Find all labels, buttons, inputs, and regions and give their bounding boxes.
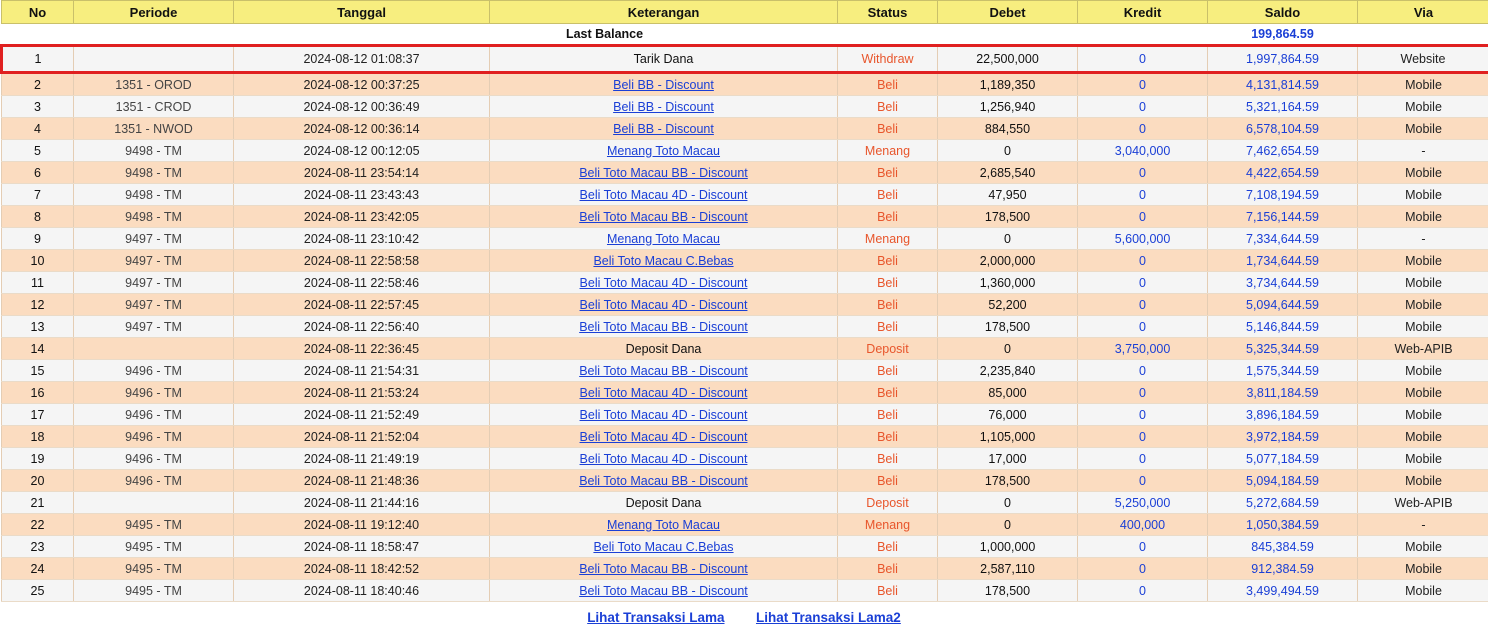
cell-via: Mobile: [1358, 536, 1488, 558]
keterangan-link[interactable]: Beli Toto Macau BB - Discount: [579, 474, 748, 488]
table-row[interactable]: [2, 162, 1488, 184]
cell-via: Mobile: [1358, 404, 1488, 426]
cell-debet: 76,000: [938, 404, 1078, 426]
link-lihat-transaksi-lama[interactable]: Lihat Transaksi Lama: [587, 610, 724, 625]
cell-periode: 9496 - TM: [74, 382, 234, 404]
column-header-periode[interactable]: Periode: [74, 1, 234, 24]
cell-no: 18: [2, 426, 74, 448]
cell-saldo: 1,050,384.59: [1208, 514, 1358, 536]
cell-kredit: 0: [1078, 96, 1208, 118]
cell-status: Menang: [838, 514, 938, 536]
table-row[interactable]: [2, 272, 1488, 294]
last-balance-spacer: [1358, 24, 1488, 46]
cell-saldo: 1,734,644.59: [1208, 250, 1358, 272]
cell-status: Beli: [838, 580, 938, 602]
cell-keterangan[interactable]: [490, 536, 838, 558]
cell-periode: 9498 - TM: [74, 162, 234, 184]
cell-keterangan[interactable]: [490, 96, 838, 118]
keterangan-link[interactable]: Beli Toto Macau BB - Discount: [579, 210, 748, 224]
cell-via: Web-APIB: [1358, 492, 1488, 514]
table-row[interactable]: [2, 580, 1488, 602]
cell-keterangan[interactable]: [490, 404, 838, 426]
cell-keterangan[interactable]: [490, 294, 838, 316]
cell-keterangan[interactable]: [490, 228, 838, 250]
cell-saldo: 5,321,164.59: [1208, 96, 1358, 118]
cell-saldo: 4,422,654.59: [1208, 162, 1358, 184]
cell-debet: 884,550: [938, 118, 1078, 140]
cell-via: Mobile: [1358, 118, 1488, 140]
cell-periode: 9496 - TM: [74, 360, 234, 382]
cell-debet: 0: [938, 140, 1078, 162]
cell-tanggal: 2024-08-11 23:43:43: [234, 184, 490, 206]
keterangan-link[interactable]: Beli Toto Macau 4D - Discount: [580, 276, 748, 290]
cell-kredit: 0: [1078, 470, 1208, 492]
cell-keterangan[interactable]: [490, 140, 838, 162]
cell-periode: 1351 - NWOD: [74, 118, 234, 140]
cell-no: 12: [2, 294, 74, 316]
cell-periode: 9495 - TM: [74, 580, 234, 602]
cell-tanggal: 2024-08-11 19:12:40: [234, 514, 490, 536]
cell-kredit: 0: [1078, 272, 1208, 294]
cell-kredit: 0: [1078, 426, 1208, 448]
cell-status: Beli: [838, 470, 938, 492]
cell-periode: 9496 - TM: [74, 470, 234, 492]
cell-via: Mobile: [1358, 470, 1488, 492]
cell-tanggal: 2024-08-11 21:54:31: [234, 360, 490, 382]
keterangan-link[interactable]: Beli Toto Macau 4D - Discount: [580, 452, 748, 466]
cell-periode: 9495 - TM: [74, 514, 234, 536]
table-row[interactable]: [2, 338, 1488, 360]
cell-debet: 17,000: [938, 448, 1078, 470]
last-balance-label: Last Balance: [2, 24, 1208, 46]
column-header-tanggal[interactable]: Tanggal: [234, 1, 490, 24]
cell-kredit: 0: [1078, 46, 1208, 73]
cell-status: Menang: [838, 228, 938, 250]
cell-no: 22: [2, 514, 74, 536]
cell-status: Beli: [838, 250, 938, 272]
cell-saldo: 4,131,814.59: [1208, 73, 1358, 96]
cell-debet: 178,500: [938, 316, 1078, 338]
cell-via: Mobile: [1358, 250, 1488, 272]
cell-tanggal: 2024-08-12 00:36:14: [234, 118, 490, 140]
keterangan-link[interactable]: Beli BB - Discount: [613, 100, 714, 114]
cell-no: 10: [2, 250, 74, 272]
keterangan-link[interactable]: Beli BB - Discount: [613, 122, 714, 136]
cell-saldo: 5,094,184.59: [1208, 470, 1358, 492]
cell-periode: 9498 - TM: [74, 184, 234, 206]
cell-periode: 9497 - TM: [74, 294, 234, 316]
table-header: [2, 1, 1488, 24]
cell-keterangan[interactable]: [490, 382, 838, 404]
cell-keterangan[interactable]: [490, 162, 838, 184]
cell-debet: 1,360,000: [938, 272, 1078, 294]
cell-kredit: 0: [1078, 558, 1208, 580]
cell-status: Beli: [838, 206, 938, 228]
cell-keterangan[interactable]: [490, 558, 838, 580]
cell-no: 14: [2, 338, 74, 360]
keterangan-link[interactable]: Beli BB - Discount: [613, 78, 714, 92]
cell-status: Menang: [838, 140, 938, 162]
table-row[interactable]: [2, 96, 1488, 118]
keterangan-link[interactable]: Beli Toto Macau 4D - Discount: [580, 430, 748, 444]
table-row[interactable]: [2, 536, 1488, 558]
column-header-keterangan[interactable]: Keterangan: [490, 1, 838, 24]
cell-no: 8: [2, 206, 74, 228]
cell-debet: 178,500: [938, 580, 1078, 602]
cell-keterangan[interactable]: [490, 580, 838, 602]
table-row[interactable]: [2, 514, 1488, 536]
cell-status: Withdraw: [838, 46, 938, 73]
cell-status: Beli: [838, 73, 938, 96]
cell-keterangan[interactable]: [490, 73, 838, 96]
column-header-no[interactable]: No: [2, 1, 74, 24]
cell-via: Mobile: [1358, 206, 1488, 228]
cell-tanggal: 2024-08-12 01:08:37: [234, 46, 490, 73]
cell-debet: 1,256,940: [938, 96, 1078, 118]
cell-saldo: 845,384.59: [1208, 536, 1358, 558]
cell-no: 1: [2, 46, 74, 73]
column-header-via[interactable]: Via: [1358, 1, 1488, 24]
cell-via: Mobile: [1358, 382, 1488, 404]
keterangan-text: Deposit Dana: [626, 496, 702, 510]
cell-saldo: 7,156,144.59: [1208, 206, 1358, 228]
cell-keterangan[interactable]: [490, 272, 838, 294]
table-row[interactable]: [2, 184, 1488, 206]
cell-saldo: 5,325,344.59: [1208, 338, 1358, 360]
cell-saldo: 5,077,184.59: [1208, 448, 1358, 470]
cell-no: 25: [2, 580, 74, 602]
keterangan-link[interactable]: Beli Toto Macau 4D - Discount: [580, 188, 748, 202]
cell-debet: 1,000,000: [938, 536, 1078, 558]
cell-keterangan: [490, 338, 838, 360]
cell-no: 2: [2, 73, 74, 96]
cell-status: Beli: [838, 272, 938, 294]
cell-debet: 2,000,000: [938, 250, 1078, 272]
cell-keterangan[interactable]: [490, 448, 838, 470]
cell-via: Mobile: [1358, 316, 1488, 338]
cell-debet: 85,000: [938, 382, 1078, 404]
cell-periode: 1351 - CROD: [74, 96, 234, 118]
cell-status: Beli: [838, 316, 938, 338]
keterangan-link[interactable]: Beli Toto Macau BB - Discount: [579, 320, 748, 334]
table-row[interactable]: [2, 404, 1488, 426]
keterangan-link[interactable]: Menang Toto Macau: [607, 232, 720, 246]
cell-saldo: 6,578,104.59: [1208, 118, 1358, 140]
cell-periode: 9497 - TM: [74, 250, 234, 272]
cell-kredit: 0: [1078, 536, 1208, 558]
cell-periode: 9498 - TM: [74, 140, 234, 162]
cell-kredit: 0: [1078, 382, 1208, 404]
cell-kredit: 0: [1078, 360, 1208, 382]
cell-status: Beli: [838, 162, 938, 184]
cell-keterangan[interactable]: [490, 118, 838, 140]
cell-kredit: 5,250,000: [1078, 492, 1208, 514]
cell-debet: 22,500,000: [938, 46, 1078, 73]
cell-kredit: 0: [1078, 448, 1208, 470]
cell-kredit: 0: [1078, 294, 1208, 316]
cell-saldo: 5,272,684.59: [1208, 492, 1358, 514]
last-balance-value: 199,864.59: [1208, 24, 1358, 46]
cell-via: Mobile: [1358, 426, 1488, 448]
last-balance-row: [2, 24, 1488, 46]
cell-status: Deposit: [838, 492, 938, 514]
footer-links: [0, 602, 1488, 625]
cell-saldo: 1,997,864.59: [1208, 46, 1358, 73]
keterangan-link[interactable]: Beli Toto Macau BB - Discount: [579, 364, 748, 378]
cell-debet: 2,235,840: [938, 360, 1078, 382]
cell-status: Beli: [838, 536, 938, 558]
table-row[interactable]: [2, 206, 1488, 228]
cell-tanggal: 2024-08-11 22:36:45: [234, 338, 490, 360]
cell-status: Beli: [838, 558, 938, 580]
cell-kredit: 3,040,000: [1078, 140, 1208, 162]
table-row-highlighted[interactable]: [2, 46, 1488, 73]
cell-tanggal: 2024-08-11 21:48:36: [234, 470, 490, 492]
cell-tanggal: 2024-08-12 00:12:05: [234, 140, 490, 162]
cell-no: 23: [2, 536, 74, 558]
keterangan-link[interactable]: Beli Toto Macau 4D - Discount: [580, 408, 748, 422]
cell-no: 3: [2, 96, 74, 118]
table-row[interactable]: [2, 470, 1488, 492]
cell-status: Beli: [838, 426, 938, 448]
cell-kredit: 0: [1078, 118, 1208, 140]
table-row[interactable]: [2, 360, 1488, 382]
cell-saldo: 3,811,184.59: [1208, 382, 1358, 404]
cell-periode: 9496 - TM: [74, 448, 234, 470]
cell-kredit: 0: [1078, 206, 1208, 228]
cell-no: 4: [2, 118, 74, 140]
cell-tanggal: 2024-08-11 21:44:16: [234, 492, 490, 514]
cell-no: 7: [2, 184, 74, 206]
keterangan-link[interactable]: Menang Toto Macau: [607, 144, 720, 158]
keterangan-link[interactable]: Beli Toto Macau C.Bebas: [593, 254, 733, 268]
cell-saldo: 5,094,644.59: [1208, 294, 1358, 316]
table-row[interactable]: [2, 492, 1488, 514]
cell-debet: 2,587,110: [938, 558, 1078, 580]
cell-no: 19: [2, 448, 74, 470]
table-row[interactable]: [2, 228, 1488, 250]
table-row[interactable]: [2, 426, 1488, 448]
cell-saldo: 3,972,184.59: [1208, 426, 1358, 448]
cell-periode: [74, 338, 234, 360]
cell-via: Mobile: [1358, 448, 1488, 470]
cell-via: Mobile: [1358, 360, 1488, 382]
cell-saldo: 7,462,654.59: [1208, 140, 1358, 162]
column-header-debet[interactable]: Debet: [938, 1, 1078, 24]
cell-status: Beli: [838, 118, 938, 140]
cell-status: Beli: [838, 404, 938, 426]
cell-via: Mobile: [1358, 184, 1488, 206]
keterangan-link[interactable]: Beli Toto Macau 4D - Discount: [580, 386, 748, 400]
cell-no: 11: [2, 272, 74, 294]
cell-tanggal: 2024-08-11 21:49:19: [234, 448, 490, 470]
cell-keterangan[interactable]: [490, 316, 838, 338]
keterangan-link[interactable]: Beli Toto Macau BB - Discount: [579, 562, 748, 576]
cell-via: Mobile: [1358, 294, 1488, 316]
cell-tanggal: 2024-08-11 18:58:47: [234, 536, 490, 558]
cell-saldo: 3,734,644.59: [1208, 272, 1358, 294]
cell-keterangan[interactable]: [490, 470, 838, 492]
keterangan-link[interactable]: Beli Toto Macau 4D - Discount: [580, 298, 748, 312]
keterangan-text: Tarik Dana: [634, 52, 694, 66]
cell-saldo: 7,108,194.59: [1208, 184, 1358, 206]
cell-no: 24: [2, 558, 74, 580]
cell-kredit: 3,750,000: [1078, 338, 1208, 360]
table-row[interactable]: [2, 448, 1488, 470]
cell-debet: 0: [938, 492, 1078, 514]
cell-periode: 9496 - TM: [74, 404, 234, 426]
table-row[interactable]: [2, 140, 1488, 162]
cell-debet: 52,200: [938, 294, 1078, 316]
cell-tanggal: 2024-08-11 22:58:58: [234, 250, 490, 272]
cell-periode: 9495 - TM: [74, 536, 234, 558]
cell-saldo: 3,499,494.59: [1208, 580, 1358, 602]
cell-debet: 2,685,540: [938, 162, 1078, 184]
cell-status: Beli: [838, 382, 938, 404]
link-lihat-transaksi-lama2[interactable]: Lihat Transaksi Lama2: [756, 610, 901, 625]
cell-tanggal: 2024-08-11 18:40:46: [234, 580, 490, 602]
cell-kredit: 0: [1078, 580, 1208, 602]
cell-kredit: 0: [1078, 73, 1208, 96]
cell-saldo: 5,146,844.59: [1208, 316, 1358, 338]
cell-keterangan: [490, 46, 838, 73]
cell-no: 21: [2, 492, 74, 514]
cell-no: 9: [2, 228, 74, 250]
cell-tanggal: 2024-08-11 21:52:04: [234, 426, 490, 448]
table-row[interactable]: [2, 382, 1488, 404]
cell-periode: [74, 492, 234, 514]
keterangan-link[interactable]: Beli Toto Macau BB - Discount: [579, 166, 748, 180]
cell-via: Mobile: [1358, 558, 1488, 580]
cell-status: Beli: [838, 184, 938, 206]
cell-via: Website: [1358, 46, 1488, 73]
cell-no: 20: [2, 470, 74, 492]
cell-via: -: [1358, 228, 1488, 250]
cell-status: Beli: [838, 360, 938, 382]
cell-status: Beli: [838, 448, 938, 470]
table-body: [2, 24, 1488, 602]
cell-no: 15: [2, 360, 74, 382]
cell-keterangan[interactable]: [490, 426, 838, 448]
cell-periode: 9496 - TM: [74, 426, 234, 448]
cell-via: Mobile: [1358, 73, 1488, 96]
cell-tanggal: 2024-08-11 22:56:40: [234, 316, 490, 338]
cell-kredit: 400,000: [1078, 514, 1208, 536]
cell-no: 5: [2, 140, 74, 162]
cell-kredit: 5,600,000: [1078, 228, 1208, 250]
table-row[interactable]: [2, 294, 1488, 316]
cell-debet: 1,189,350: [938, 73, 1078, 96]
cell-periode: 9497 - TM: [74, 228, 234, 250]
cell-periode: 9498 - TM: [74, 206, 234, 228]
cell-debet: 0: [938, 228, 1078, 250]
cell-via: Mobile: [1358, 580, 1488, 602]
column-header-saldo[interactable]: Saldo: [1208, 1, 1358, 24]
cell-debet: 47,950: [938, 184, 1078, 206]
cell-keterangan[interactable]: [490, 206, 838, 228]
table-row[interactable]: [2, 118, 1488, 140]
cell-periode: 9497 - TM: [74, 316, 234, 338]
cell-tanggal: 2024-08-11 18:42:52: [234, 558, 490, 580]
keterangan-link[interactable]: Beli Toto Macau C.Bebas: [593, 540, 733, 554]
cell-periode: 9497 - TM: [74, 272, 234, 294]
table-row[interactable]: [2, 73, 1488, 96]
cell-status: Beli: [838, 294, 938, 316]
keterangan-text: Deposit Dana: [626, 342, 702, 356]
cell-via: -: [1358, 140, 1488, 162]
cell-tanggal: 2024-08-12 00:37:25: [234, 73, 490, 96]
cell-no: 6: [2, 162, 74, 184]
cell-keterangan: [490, 492, 838, 514]
cell-tanggal: 2024-08-11 21:52:49: [234, 404, 490, 426]
cell-periode: [74, 46, 234, 73]
table-row[interactable]: [2, 558, 1488, 580]
cell-via: Mobile: [1358, 162, 1488, 184]
cell-saldo: 1,575,344.59: [1208, 360, 1358, 382]
cell-debet: 0: [938, 514, 1078, 536]
cell-status: Deposit: [838, 338, 938, 360]
cell-via: Web-APIB: [1358, 338, 1488, 360]
cell-saldo: 912,384.59: [1208, 558, 1358, 580]
cell-no: 16: [2, 382, 74, 404]
column-header-status[interactable]: Status: [838, 1, 938, 24]
cell-kredit: 0: [1078, 162, 1208, 184]
keterangan-link[interactable]: Beli Toto Macau BB - Discount: [579, 584, 748, 598]
cell-keterangan[interactable]: [490, 250, 838, 272]
cell-tanggal: 2024-08-11 23:54:14: [234, 162, 490, 184]
table-row[interactable]: [2, 250, 1488, 272]
cell-keterangan[interactable]: [490, 184, 838, 206]
cell-keterangan[interactable]: [490, 360, 838, 382]
cell-kredit: 0: [1078, 250, 1208, 272]
cell-periode: 9495 - TM: [74, 558, 234, 580]
cell-debet: 178,500: [938, 206, 1078, 228]
cell-saldo: 7,334,644.59: [1208, 228, 1358, 250]
cell-periode: 1351 - OROD: [74, 73, 234, 96]
table-header-row: [2, 1, 1488, 24]
cell-via: -: [1358, 514, 1488, 536]
cell-status: Beli: [838, 96, 938, 118]
cell-tanggal: 2024-08-11 23:42:05: [234, 206, 490, 228]
cell-via: Mobile: [1358, 96, 1488, 118]
keterangan-link[interactable]: Menang Toto Macau: [607, 518, 720, 532]
cell-kredit: 0: [1078, 316, 1208, 338]
cell-debet: 1,105,000: [938, 426, 1078, 448]
column-header-kredit[interactable]: Kredit: [1078, 1, 1208, 24]
cell-tanggal: 2024-08-11 21:53:24: [234, 382, 490, 404]
cell-debet: 0: [938, 338, 1078, 360]
cell-keterangan[interactable]: [490, 514, 838, 536]
cell-tanggal: 2024-08-12 00:36:49: [234, 96, 490, 118]
cell-tanggal: 2024-08-11 22:58:46: [234, 272, 490, 294]
cell-kredit: 0: [1078, 404, 1208, 426]
cell-saldo: 3,896,184.59: [1208, 404, 1358, 426]
table-row[interactable]: [2, 316, 1488, 338]
cell-via: Mobile: [1358, 272, 1488, 294]
cell-no: 17: [2, 404, 74, 426]
cell-tanggal: 2024-08-11 23:10:42: [234, 228, 490, 250]
cell-no: 13: [2, 316, 74, 338]
cell-tanggal: 2024-08-11 22:57:45: [234, 294, 490, 316]
cell-kredit: 0: [1078, 184, 1208, 206]
cell-debet: 178,500: [938, 470, 1078, 492]
